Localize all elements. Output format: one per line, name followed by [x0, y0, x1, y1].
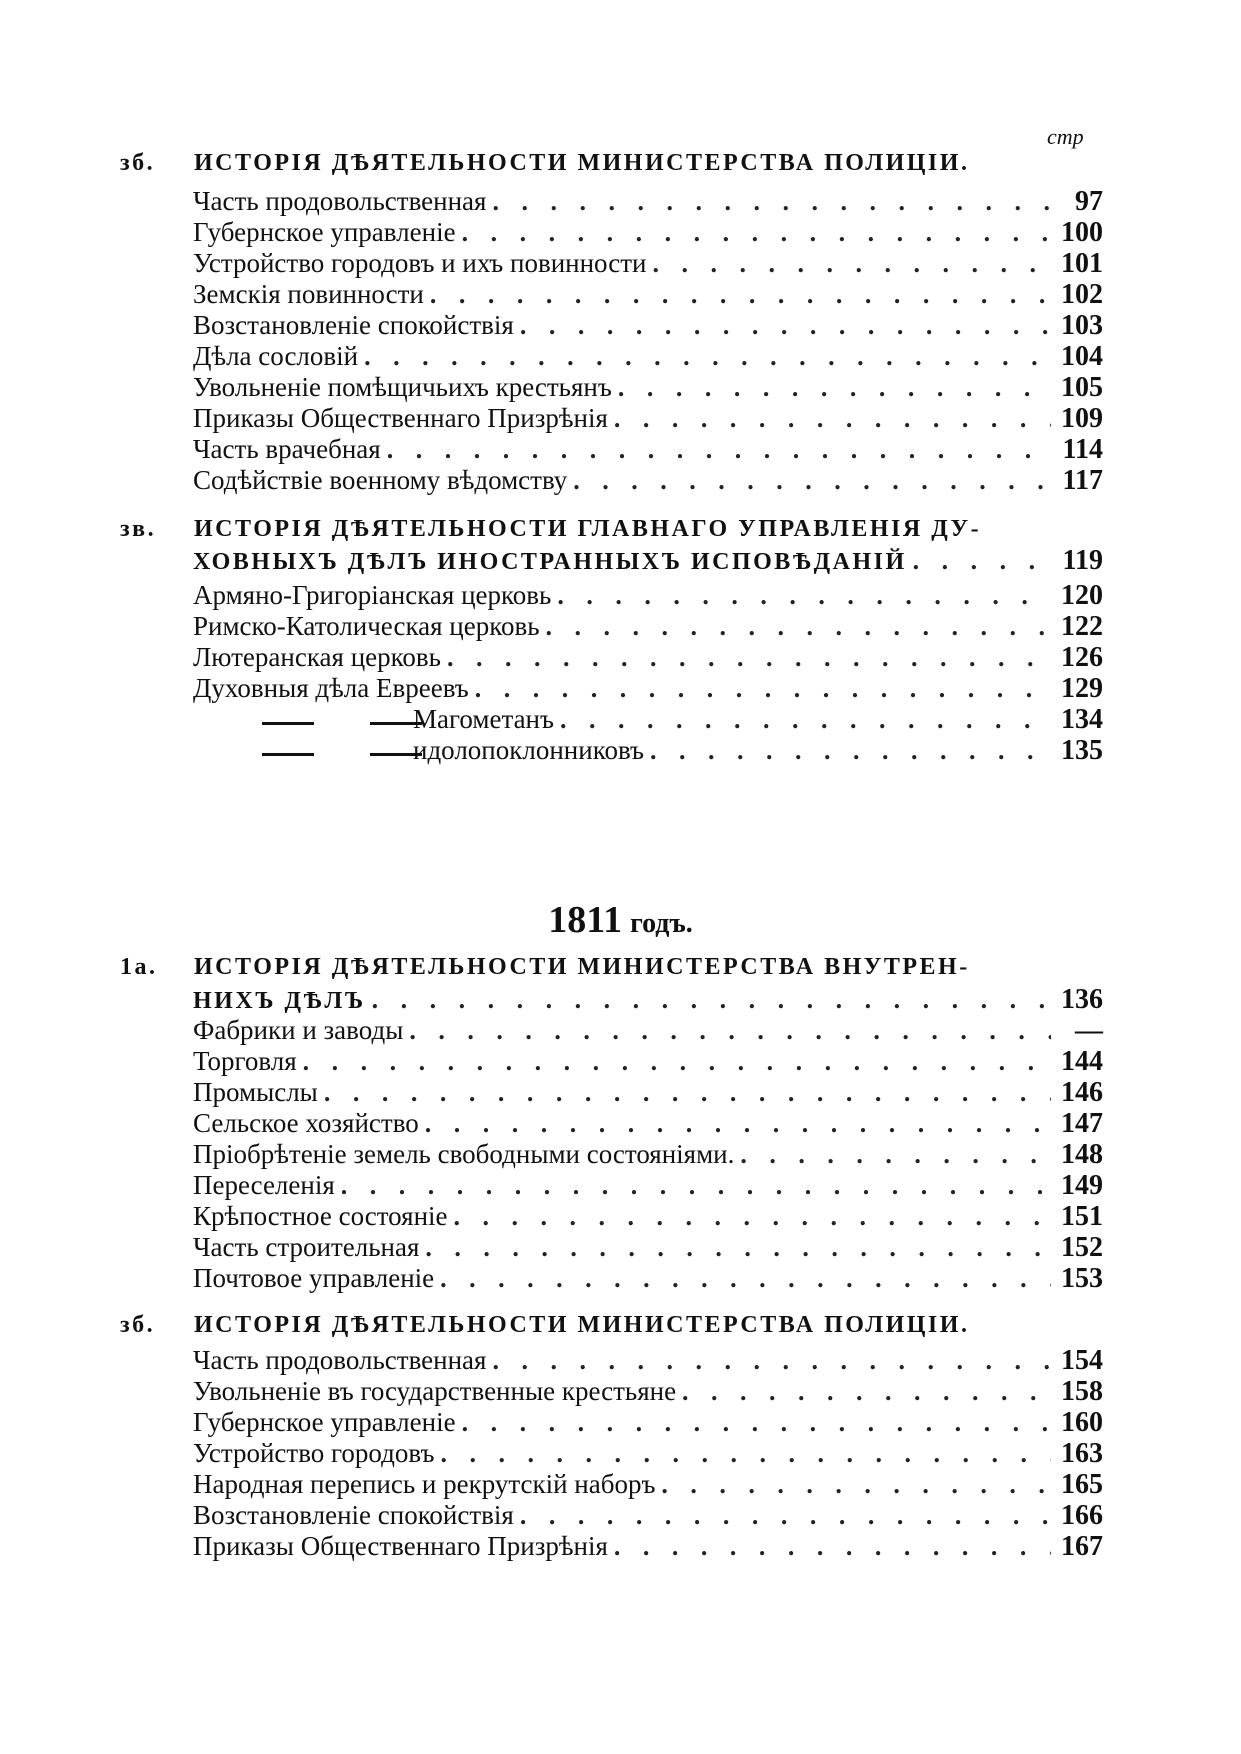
section-number: зб.: [120, 1312, 156, 1338]
entry-text: идолопоклонниковъ: [413, 735, 644, 765]
leader-dots: [492, 1346, 1051, 1376]
toc-entry: [193, 217, 1103, 251]
leader-dots: [573, 466, 1051, 496]
entry-page: 151: [1061, 1201, 1103, 1232]
leader-dots: [447, 643, 1051, 673]
toc-entry: [193, 465, 1103, 499]
entry-page: 147: [1061, 1108, 1103, 1139]
section-heading: [120, 1308, 1020, 1342]
entry-page: 105: [1061, 372, 1103, 403]
entry-text: Пріобрѣтеніе земель свободными состояніями.: [193, 1139, 735, 1169]
entry-text: Крѣпостное состояніе: [193, 1201, 448, 1231]
leader-dots: [661, 1470, 1051, 1500]
toc-entry: [193, 1500, 1103, 1534]
entry-page: 122: [1061, 611, 1103, 642]
entry-page: 152: [1061, 1232, 1103, 1263]
section-title: ИСТОРІЯ ДѢЯТЕЛЬНОСТИ МИНИСТЕРСТВА ПОЛИЦІИ.: [194, 150, 970, 176]
entry-page: 119: [1062, 545, 1103, 576]
entry-text: Возстановленіе спокойствія: [193, 310, 514, 340]
toc-entry: [193, 1139, 1103, 1173]
toc-entry: [193, 673, 1103, 707]
entry-page: 136: [1061, 984, 1103, 1015]
leader-dots: [475, 674, 1051, 704]
entry-page: 166: [1061, 1500, 1103, 1531]
entry-page: 163: [1061, 1438, 1103, 1469]
entry-text: Почтовое управленіе: [193, 1263, 435, 1293]
leader-dots: [614, 1532, 1051, 1562]
entry-page: 165: [1061, 1469, 1103, 1500]
entry-page: 160: [1061, 1407, 1103, 1438]
entry-text: Сельское хозяйство: [193, 1108, 419, 1138]
leader-dots: [409, 1016, 1051, 1046]
leader-dots: [364, 342, 1051, 372]
entry-page: 114: [1062, 434, 1103, 465]
entry-text: Часть врачебная: [193, 434, 381, 464]
toc-entry: [193, 1438, 1103, 1472]
entry-page: 167: [1061, 1531, 1103, 1562]
section-number: 1а.: [120, 954, 158, 980]
entry-text: Губернское управленіе: [193, 217, 456, 247]
entry-text: Возстановленіе спокойствія: [193, 1500, 514, 1530]
entry-page: 148: [1061, 1139, 1103, 1170]
year-word: годъ.: [630, 908, 693, 939]
leader-dots: [387, 435, 1051, 465]
entry-page: 102: [1061, 279, 1103, 310]
entry-page: 146: [1061, 1077, 1103, 1108]
entry-text: Земскія повинности: [193, 279, 424, 309]
entry-page: 149: [1061, 1170, 1103, 1201]
section-heading: [120, 146, 1020, 180]
leader-dots: [303, 1047, 1051, 1077]
toc-entry: [193, 1015, 1103, 1049]
entry-page: 97: [1075, 186, 1103, 217]
leader-dots: [492, 187, 1051, 217]
entry-text: Устройство городовъ и ихъ повинности: [193, 248, 647, 278]
section-title-continued: НИХЪ ДѢЛЪ: [193, 988, 366, 1014]
leader-dots: [618, 373, 1051, 403]
entry-text: Духовныя дѣла Евреевъ: [193, 673, 469, 703]
leader-dots: [430, 280, 1051, 310]
toc-entry: [193, 341, 1103, 375]
entry-page: 154: [1061, 1345, 1103, 1376]
entry-page: 129: [1061, 673, 1103, 704]
leader-dots: [462, 1408, 1051, 1438]
leader-dots: [650, 736, 1051, 766]
entry-text: Римско-Католическая церковь: [193, 611, 540, 641]
toc-entry: [193, 1263, 1103, 1297]
entry-text: Приказы Общественнаго Призрѣнія: [193, 403, 608, 433]
entry-page: 126: [1061, 642, 1103, 673]
toc-entry: [193, 1108, 1103, 1142]
entry-text: Увольненіе въ государственные крестьяне: [193, 1376, 677, 1406]
year-heading: [0, 898, 1241, 942]
toc-entry: [193, 1170, 1103, 1204]
leader-dots: [682, 1377, 1051, 1407]
toc-entry: [193, 279, 1103, 313]
toc-entry: [193, 1077, 1103, 1111]
leader-dots: [341, 1171, 1051, 1201]
entry-page: 103: [1061, 310, 1103, 341]
toc-entry: [193, 611, 1103, 645]
toc-entry: [193, 704, 1103, 738]
section-heading: [120, 512, 1020, 546]
entry-text: Увольненіе помѣщичьихъ крестьянъ: [193, 372, 612, 402]
leader-dots: [440, 1264, 1051, 1294]
entry-text: Лютеранская церковь: [193, 642, 441, 672]
leader-dots: [546, 612, 1051, 642]
entry-page: 109: [1061, 403, 1103, 434]
leader-dots: [372, 985, 1051, 1015]
leader-dots: [557, 581, 1051, 611]
entry-text: Приказы Общественнаго Призрѣнія: [193, 1531, 608, 1561]
entry-text: Часть продовольственная: [193, 186, 487, 216]
toc-entry: [193, 1376, 1103, 1410]
toc-entry: [193, 248, 1103, 282]
entry-page: 117: [1062, 465, 1103, 496]
entry-text: Магометанъ: [413, 704, 554, 734]
entry-text: Содѣйствіе военному вѣдомству: [193, 465, 568, 495]
toc-entry: [193, 1469, 1103, 1503]
leader-dots: [425, 1109, 1051, 1139]
leader-dots: [740, 1140, 1051, 1170]
entry-page: —: [1075, 1015, 1103, 1046]
entry-page: 120: [1061, 580, 1103, 611]
entry-text: Дѣла сословій: [193, 341, 359, 371]
toc-entry: [193, 1345, 1103, 1379]
leader-dots: [324, 1078, 1051, 1108]
leader-dots: [913, 546, 1051, 576]
leader-dots: [560, 705, 1051, 735]
toc-entry: [193, 310, 1103, 344]
entry-text: Губернское управленіе: [193, 1407, 456, 1437]
section-title: ИСТОРІЯ ДѢЯТЕЛЬНОСТИ МИНИСТЕРСТВА ПОЛИЦІИ.: [194, 1312, 970, 1338]
toc-entry: [193, 372, 1103, 406]
entry-page: 158: [1061, 1376, 1103, 1407]
leader-dots: [440, 1439, 1051, 1469]
section-heading: [120, 950, 1020, 984]
entry-page: 144: [1061, 1046, 1103, 1077]
entry-text: Торговля: [193, 1046, 297, 1076]
entry-page: 135: [1061, 735, 1103, 766]
section-number: зв.: [120, 516, 157, 542]
toc-entry: [193, 434, 1103, 468]
entry-text: Устройство городовъ: [193, 1438, 435, 1468]
entry-page: 101: [1061, 248, 1103, 279]
toc-entry: [193, 1046, 1103, 1080]
section-number: зб.: [120, 150, 156, 176]
toc-entry: [193, 1232, 1103, 1266]
toc-entry: [193, 403, 1103, 437]
leader-dots: [614, 404, 1051, 434]
toc-entry: [193, 735, 1103, 769]
leader-dots: [520, 1501, 1051, 1531]
leader-dots: [462, 218, 1051, 248]
entry-text: Народная перепись и рекрутскій наборъ: [193, 1469, 656, 1499]
entry-page: 134: [1061, 704, 1103, 735]
toc-entry: [193, 984, 1103, 1018]
toc-entry: [193, 545, 1103, 579]
entry-page: 100: [1061, 217, 1103, 248]
leader-dots: [454, 1202, 1051, 1232]
entry-text: Часть продовольственная: [193, 1345, 487, 1375]
section-title-continued: ХОВНЫХЪ ДѢЛЪ ИНОСТРАННЫХЪ ИСПОВѢДАНІЙ: [193, 549, 907, 575]
toc-entry: [193, 580, 1103, 614]
entry-text: Фабрики и заводы: [193, 1015, 404, 1045]
entry-text: Переселенія: [193, 1170, 335, 1200]
section-title: ИСТОРІЯ ДѢЯТЕЛЬНОСТИ ГЛАВНАГО УПРАВЛЕНІЯ ДУ-: [194, 516, 982, 542]
toc-entry: [193, 1201, 1103, 1235]
section-title: ИСТОРІЯ ДѢЯТЕЛЬНОСТИ МИНИСТЕРСТВА ВНУТРЕН-: [194, 954, 970, 980]
entry-text: Армяно-Григоріанская церковь: [193, 580, 552, 610]
toc-entry: [193, 186, 1103, 220]
leader-dots: [520, 311, 1051, 341]
page-column-label: стр: [1047, 124, 1084, 149]
toc-entry: [193, 1531, 1103, 1565]
entry-text: Промыслы: [193, 1077, 318, 1107]
year-number: 1811: [548, 899, 623, 941]
leader-dots: [652, 249, 1051, 279]
leader-dots: [425, 1233, 1051, 1263]
toc-entry: [193, 642, 1103, 676]
entry-text: Часть строительная: [193, 1232, 420, 1262]
entry-page: 104: [1061, 341, 1103, 372]
toc-entry: [193, 1407, 1103, 1441]
entry-page: 153: [1061, 1263, 1103, 1294]
